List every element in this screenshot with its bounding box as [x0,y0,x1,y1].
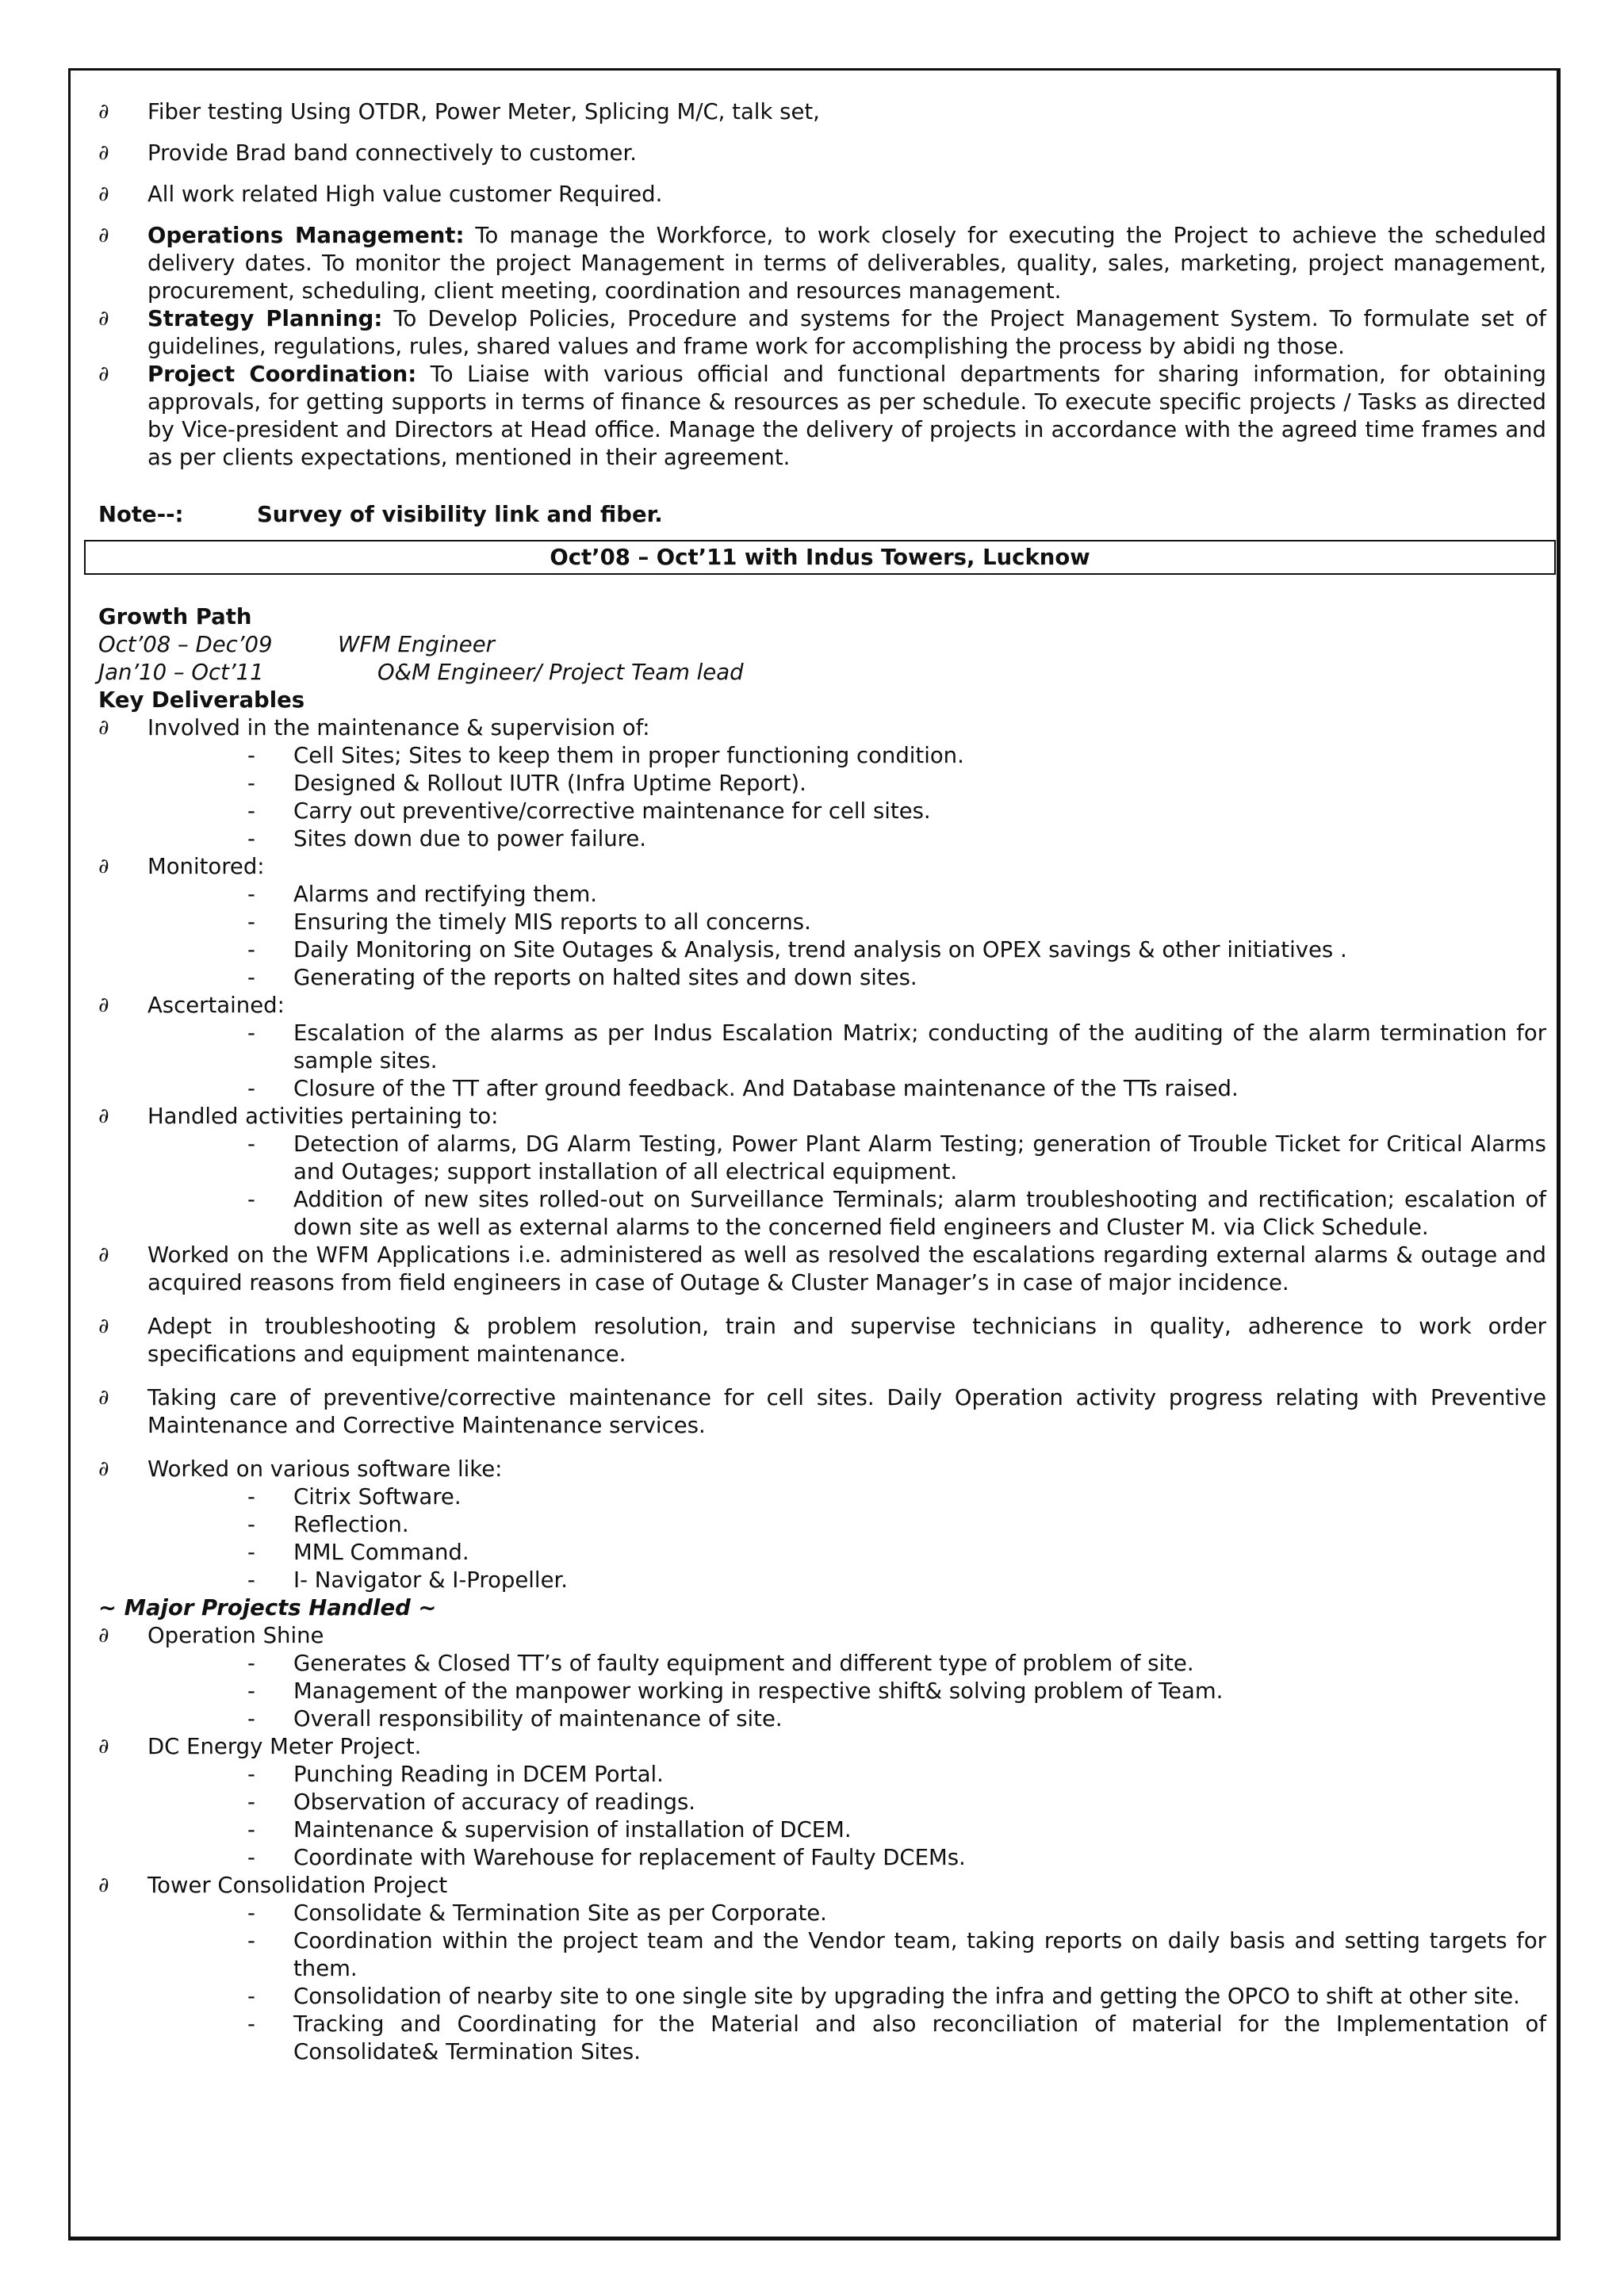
sub-item: - MML Command. [247,1540,469,1565]
sub-item: - Reflection. [247,1512,409,1537]
major-projects-heading: ~ Major Projects Handled ~ [98,1595,437,1621]
growth-path-heading: Growth Path [98,604,252,629]
bullet-icon: ∂ [98,1624,109,1647]
growth-row: Oct’08 – Dec’09 WFM Engineer [98,632,495,657]
sub-item: - Alarms and rectifying them. [247,882,598,907]
list-item: ∂ Taking care of preventive/corrective maintenance for cell sites. Daily Operation activity progress relating with Preventive Maintenance and Corrective Maintenance services. [98,1385,1546,1438]
bullet-icon: ∂ [98,993,109,1017]
bullet-icon: ∂ [98,1104,109,1128]
sub-item: - Citrix Software. [247,1484,462,1510]
list-item: ∂ Project Coordination: To Liaise with various official and functional departments for sharing information, for obtaining approvals, for getting supports in terms of finance & resources as per schedule. To execute specific projects / Tasks as directed by Vice-president and Directors at Head office. Manage the delivery of projects in accordance with the agreed time frames and as per clients expectations, mentioned in their agreement. [98,362,1546,470]
item-title: Operations Management: [147,223,465,248]
list-item: ∂ Ascertained: [98,993,285,1018]
list-item: ∂ Operations Management: To manage the Workforce, to work closely for executing the Project to achieve the scheduled delivery dates. To monitor the project Management in terms of deliverables, quality, sales, marketing, project management, procurement, scheduling, client meeting, coordination and resources management. [98,223,1546,304]
bullet-icon: ∂ [98,1873,109,1897]
bullet-icon: ∂ [98,1386,109,1410]
list-item: ∂ Handled activities pertaining to: [98,1104,499,1129]
bullet-icon: ∂ [98,1243,109,1267]
sub-item: - Addition of new sites rolled-out on Surveillance Terminals; alarm troubleshooting and rectification; escalation of down site as well as external alarms to the concerned field engineers and Cluster M. via Click Schedule. [247,1187,1546,1240]
sub-item: - Daily Monitoring on Site Outages & Analysis, trend analysis on OPEX savings & other initiatives . [247,937,1347,962]
bullet-icon: ∂ [98,182,109,206]
sub-item: - Escalation of the alarms as per Indus Escalation Matrix; conducting of the auditing of the alarm termination for sample sites. [247,1020,1546,1073]
list-item: ∂ DC Energy Meter Project. [98,1734,422,1759]
list-item: ∂ All work related High value customer Required. [98,182,663,207]
sub-item: - Punching Reading in DCEM Portal. [247,1762,664,1787]
note-text: Survey of visibility link and fiber. [257,502,663,527]
growth-row: Jan’10 – Oct’11 O&M Engineer/ Project Team lead [98,660,744,685]
list-item: ∂ Strategy Planning: To Develop Policies, Procedure and systems for the Project Management System. To formulate set of guidelines, regulations, rules, shared values and frame work for accomplishing the process by abidi ng those. [98,306,1546,359]
bullet-icon: ∂ [98,307,109,331]
sub-item: - Consolidation of nearby site to one single site by upgrading the infra and getting the OPCO to shift at other site. [247,1984,1520,2009]
list-item: ∂ Operation Shine [98,1623,324,1648]
bullet-icon: ∂ [98,1457,109,1481]
list-item: ∂ Fiber testing Using OTDR, Power Meter, Splicing M/C, talk set, [98,99,820,124]
sub-item: - Closure of the TT after ground feedback. And Database maintenance of the TTs raised. [247,1076,1239,1101]
bullet-icon: ∂ [98,1314,109,1338]
note-label: Note--: [98,502,184,527]
sub-item: - Coordination within the project team and the Vendor team, taking reports on daily basis and setting targets for them. [247,1928,1546,1981]
list-item: ∂ Tower Consolidation Project [98,1873,448,1898]
sub-item: - Overall responsibility of maintenance of site. [247,1706,783,1732]
sub-item: - Consolidate & Termination Site as per Corporate. [247,1900,827,1926]
bullet-icon: ∂ [98,855,109,878]
bullet-icon: ∂ [98,141,109,165]
list-item: ∂ Monitored: [98,854,265,879]
sub-item: - Generates & Closed TT’s of faulty equipment and different type of problem of site. [247,1651,1194,1676]
bullet-icon: ∂ [98,362,109,386]
sub-item: - Generating of the reports on halted sites and down sites. [247,965,917,990]
sub-item: - Cell Sites; Sites to keep them in proper functioning condition. [247,743,964,768]
list-item: ∂ Provide Brad band connectively to customer. [98,140,637,166]
list-item: ∂ Adept in troubleshooting & problem resolution, train and supervise technicians in quality, adherence to work order specifications and equipment maintenance. [98,1314,1546,1367]
list-item: ∂ Involved in the maintenance & supervision of: [98,715,650,740]
sub-item: - Carry out preventive/corrective maintenance for cell sites. [247,798,931,824]
bullet-icon: ∂ [98,716,109,740]
item-title: Strategy Planning: [147,306,383,331]
sub-item: - Tracking and Coordinating for the Material and also reconciliation of material for the Implementation of Consolidate& Termination Sites. [247,2011,1546,2064]
bullet-icon: ∂ [98,1735,109,1758]
list-item: ∂ Worked on various software like: [98,1456,503,1482]
bullet-icon: ∂ [98,100,109,124]
sub-item: - Coordinate with Warehouse for replacement of Faulty DCEMs. [247,1845,966,1870]
sub-item: - Detection of alarms, DG Alarm Testing, Power Plant Alarm Testing; generation of Trouble Ticket for Critical Alarms and Outages; support installation of all electrical equipment. [247,1131,1546,1184]
sub-item: - Sites down due to power failure. [247,826,647,851]
sub-item: - Maintenance & supervision of installation of DCEM. [247,1817,852,1843]
sub-item: - I- Navigator & I-Propeller. [247,1567,569,1593]
sub-item: - Designed & Rollout IUTR (Infra Uptime Report). [247,771,806,796]
resume-content [95,98,1546,2066]
list-item: ∂ Worked on the WFM Applications i.e. administered as well as resolved the escalations regarding external alarms & outage and acquired reasons from field engineers in case of Outage & Cluster Manager’s in case of major incidence. [98,1242,1546,1295]
bullet-icon: ∂ [98,224,109,247]
sub-item: - Management of the manpower working in respective shift& solving problem of Team. [247,1678,1224,1704]
sub-item: - Ensuring the timely MIS reports to all concerns. [247,909,811,935]
sub-item: - Observation of accuracy of readings. [247,1789,696,1815]
note [95,501,1546,529]
item-title: Project Coordination: [147,362,417,387]
key-deliverables-heading: Key Deliverables [98,687,305,713]
employment-banner: Oct’08 – Oct’11 with Indus Towers, Lucknow [84,540,1556,575]
